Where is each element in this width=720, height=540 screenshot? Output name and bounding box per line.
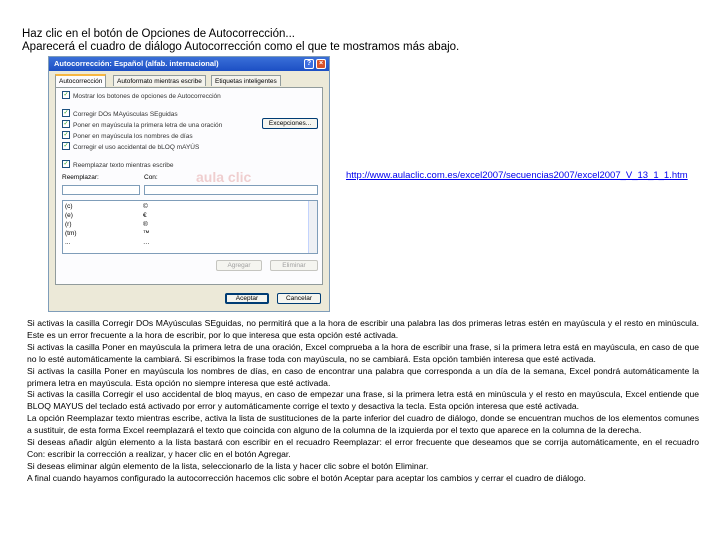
paragraph: Si activas la casilla Poner en mayúscula los nombres de días, en caso de encontrar una palabra que corresponda a un día de la semana, Excel pondrá automáticamente la primera letra en mayúscula. Esta opción no siempre interesa que esté activada.: [27, 365, 699, 388]
option-label: Poner en mayúscula la primera letra de una oración: [73, 122, 223, 129]
checkbox-check-icon[interactable]: ✓: [63, 121, 69, 128]
dialog-title: [49, 57, 329, 71]
checkbox-check-icon[interactable]: ✓: [63, 143, 69, 150]
with-input[interactable]: [144, 185, 318, 195]
list-item-replace: (e): [65, 212, 73, 219]
list-item-replace: (r): [65, 221, 72, 228]
delete-button[interactable]: Eliminar: [270, 260, 318, 271]
autocorrect-dialog: [48, 56, 330, 312]
close-icon[interactable]: ×: [316, 59, 326, 69]
option-caps-lock[interactable]: [62, 143, 199, 152]
explanation-text: [27, 318, 699, 485]
list-item-replace: (tm): [65, 230, 77, 237]
list-item[interactable]: [65, 239, 305, 247]
list-item-replace: (c): [65, 203, 73, 210]
list-item-with: €: [143, 212, 147, 219]
list-item-with: …: [143, 239, 150, 246]
intro-line-2: Aparecerá el cuadro de diálogo Autocorrección como el que te mostramos más abajo.: [22, 41, 460, 53]
replacement-list[interactable]: [62, 200, 318, 254]
option-label: Corregir DOs MAyúsculas SEguidas: [73, 111, 178, 118]
list-item-with: ©: [143, 203, 148, 210]
ok-button[interactable]: Aceptar: [225, 293, 269, 304]
help-icon[interactable]: ?: [304, 59, 314, 69]
paragraph: La opción Reemplazar texto mientras escribe, activa la lista de sustituciones de la parte inferior del cuadro de diálogo, donde se encuentran muchos de los elementos comunes a sustituir, de esta forma Excel reemplazará el texto que coincida con alguno de la columna de la izquierda por el texto que aparece en la columna de la derecha.: [27, 413, 699, 436]
list-scrollbar[interactable]: [308, 201, 317, 253]
paragraph: Si deseas añadir algún elemento a la lista bastará con escribir en el recuadro Reemplazar: el error frecuente que deseamos que se corrija automáticamente, en el recuadro Con: escribir la corrección a realizar, y hacer clic en el botón Agregar.: [27, 437, 699, 459]
checkbox-check-icon[interactable]: ✓: [63, 92, 69, 99]
option-capitalize-days[interactable]: [62, 132, 193, 141]
tab-smart-tags[interactable]: Etiquetas inteligentes: [211, 75, 281, 86]
checkbox-check-icon[interactable]: ✓: [63, 110, 69, 117]
list-item-replace: ...: [65, 239, 71, 246]
list-item[interactable]: [65, 221, 305, 229]
option-show-buttons[interactable]: [62, 92, 221, 101]
intro-text: [22, 28, 702, 54]
list-item-with: ™: [143, 230, 150, 237]
checkbox-check-icon[interactable]: ✓: [63, 132, 69, 139]
with-label: Con:: [144, 174, 158, 181]
paragraph: Si activas la casilla Corregir DOs MAyúsculas SEguidas, no permitirá que a la hora de escribir una palabra las dos primeras letras estén en mayúscula y el resto en minúscula. Este es un error frecuente a la hora de escribir, por lo que interesa que esta opción esté activada.: [27, 318, 699, 340]
paragraph: Si activas la casilla Corregir el uso accidental de bloq mayus, en caso de empezar una frase, si la primera letra está en minúscula y el resto en mayúscula, Excel entiende que BLOQ MAYUS del teclado está activado por error y automáticamente corrige el texto y desactiva la tecla. Esta opción interesa que esté activada.: [27, 389, 699, 412]
tab-autocorrect[interactable]: Autocorrección: [55, 74, 106, 87]
checkbox-check-icon[interactable]: ✓: [63, 161, 69, 168]
option-replace-text[interactable]: [62, 161, 173, 170]
option-two-initial-caps[interactable]: [62, 110, 178, 119]
source-link[interactable]: http://www.aulaclic.com.es/excel2007/secuencias2007/excel2007_V_13_1_1.htm: [346, 170, 688, 181]
option-capitalize-sentences[interactable]: [62, 121, 222, 130]
list-item-with: ®: [143, 221, 148, 228]
list-item[interactable]: [65, 230, 305, 238]
list-item[interactable]: [65, 212, 305, 220]
option-label: Reemplazar texto mientras escribe: [73, 162, 174, 169]
paragraph: Si activas la casilla Poner en mayúscula la primera letra de una oración, Excel comprueba a la hora de escribir una frase, si la primera letra está en mayúscula, en caso de que no lo esté automáticamente la cambiará. Si escribimos la frase toda con mayúscula, no se cambiará. Esta opción también interesa que esté activada.: [27, 341, 699, 364]
option-label: Mostrar los botones de opciones de Autocorrección: [73, 93, 221, 100]
list-item[interactable]: [65, 203, 305, 211]
autocorrect-panel: [55, 87, 323, 285]
dialog-title-text: Autocorrección: Español (alfab. internacional): [54, 59, 219, 68]
replace-input[interactable]: [62, 185, 140, 195]
intro-line-1: Haz clic en el botón de Opciones de Autocorrección...: [22, 28, 295, 40]
add-button[interactable]: Agregar: [216, 260, 262, 271]
option-label: Poner en mayúscula los nombres de días: [73, 133, 193, 140]
option-label: Corregir el uso accidental de bLOQ mAYÚS: [73, 144, 200, 151]
cancel-button[interactable]: Cancelar: [277, 293, 321, 304]
watermark-logo: aula clic: [196, 169, 252, 185]
paragraph: A final cuando hayamos configurado la autocorrección hacemos clic sobre el botón Aceptar para aceptar los cambios y cerrar el cuadro de diálogo.: [27, 472, 586, 483]
dialog-tabs: [55, 75, 323, 87]
tab-autoformat[interactable]: Autoformato mientras escribe: [113, 75, 206, 86]
paragraph: Si deseas eliminar algún elemento de la lista, seleccionarlo de la lista y hacer clic sobre el botón Eliminar.: [27, 460, 429, 471]
exceptions-button[interactable]: Excepciones...: [262, 118, 318, 129]
replace-label: Reemplazar:: [62, 174, 99, 181]
